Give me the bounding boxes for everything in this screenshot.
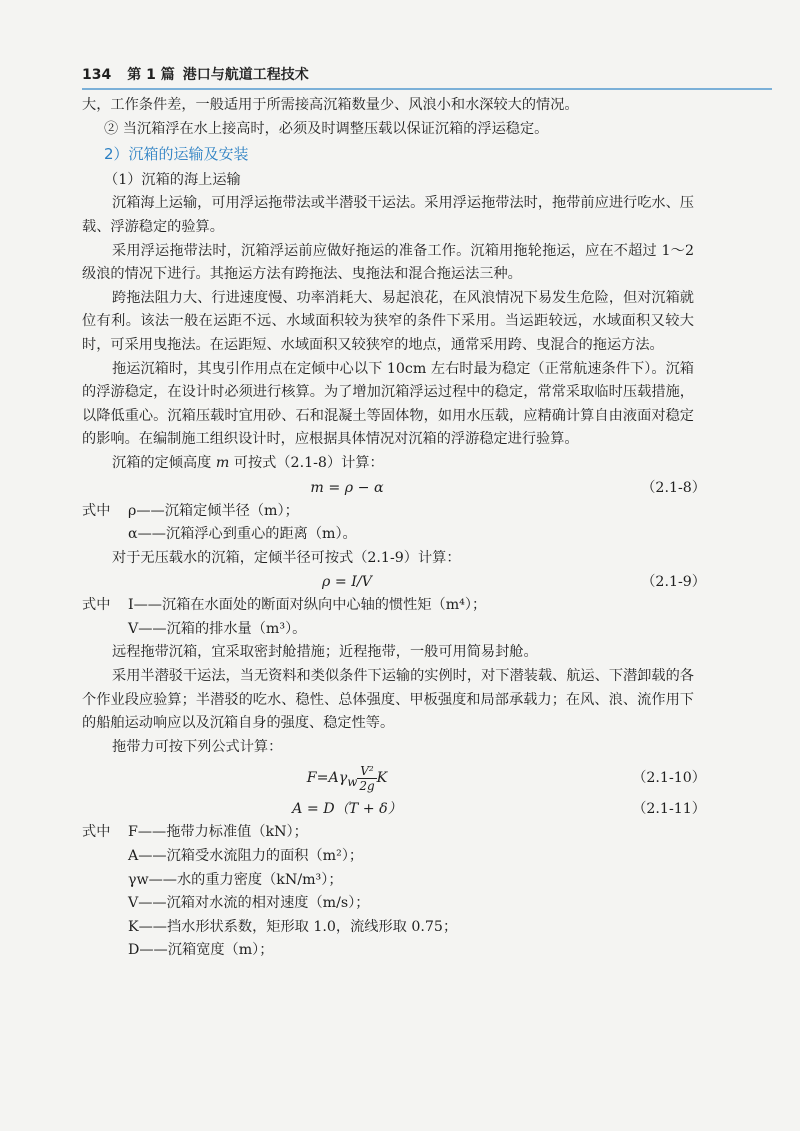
equation-number: （2.1-8） (641, 479, 706, 496)
definition-text: F——拖带力标准值（kN）； (128, 824, 308, 841)
equation-number: （2.1-9） (641, 574, 706, 591)
paragraph: 采用浮运拖带法时，沉箱浮运前应做好拖运的准备工作。沉箱用拖轮拖运，应在不超过 1～2 级浪的情况下进行。其拖运方法有跨拖法、曳拖法和混合拖运法三种。 (82, 242, 694, 283)
definition-row (82, 821, 694, 845)
definition-text: ρ——沉箱定倾半径（m）； (128, 502, 299, 519)
equation-body: A = D（T + δ） (292, 801, 402, 818)
definition-text: K——挡水形状系数，矩形取 1.0，流线形取 0.75； (128, 918, 458, 935)
body-text (82, 94, 706, 963)
paragraph: 对于无压载水的沉箱，定倾半径可按式（2.1-9）计算： (112, 549, 461, 566)
fraction-denominator: 2g (359, 778, 375, 793)
definition-text: V——沉箱的排水量（m³）。 (128, 620, 307, 637)
definition-row (82, 594, 694, 618)
definition-list (82, 500, 694, 547)
definition-row (82, 500, 694, 524)
fraction-numerator: V² (357, 764, 376, 779)
equation-2-1-11 (82, 797, 706, 821)
equation-body (82, 759, 612, 801)
variable: m (215, 454, 230, 471)
definition-label: 式中 (82, 502, 111, 519)
text-span: 可按式（2.1-8）计算： (229, 454, 384, 471)
header-rule (82, 88, 772, 90)
definition-row (82, 939, 694, 963)
definition-row (82, 869, 694, 893)
paragraph: ② 当沉箱浮在水上接高时，必须及时调整压载以保证沉箱的浮运稳定。 (104, 120, 549, 137)
definition-text: A——沉箱受水流阻力的面积（m²）； (128, 848, 364, 865)
equation-number: （2.1-10） (632, 770, 706, 787)
definition-text: D——沉箱宽度（m）； (128, 942, 274, 959)
definition-row (82, 845, 694, 869)
paragraph (82, 452, 694, 476)
paragraph: 跨拖法阻力大、行进速度慢、功率消耗大、易起浪花，在风浪情况下易发生危险，但对沉箱就位有利。该法一般在运距不远、水域面积较为狭窄的条件下采用。当运距较远，水域面积又较大时，可采用曳拖法。在运距短、水域面积又较狭窄的地点，通常采用跨、曳混合的拖运方法。 (82, 289, 694, 353)
section-heading: 2）沉箱的运输及安装 (104, 145, 249, 164)
text-span: 沉箱的定倾高度 (112, 454, 216, 471)
paragraph: 采用半潜驳干运法，当无资料和类似条件下运输的实例时，对下潜装载、航运、下潜卸载的各个作业段应验算；半潜驳的吃水、稳性、总体强度、甲板强度和局部承载力；在风、浪、流作用下的船舶运动响应以及沉箱自身的强度、稳定性等。 (82, 668, 694, 732)
paragraph: 拖运沉箱时，其曳引作用点在定倾中心以下 10cm 左右时最为稳定（正常航速条件下）。沉箱的浮游稳定，在设计时必须进行核算。为了增加沉箱浮运过程中的稳定，常常采取临时压载措施，以降低重心。沉箱压载时宜用砂、石和混凝土等固体物，如用水压载，应精确计算自由液面对稳定的影响。在编制施工组织设计时，应根据具体情况对沉箱的浮游稳定进行验算。 (82, 360, 694, 448)
definition-row (82, 892, 694, 916)
paragraph: 沉箱海上运输，可用浮运拖带法或半潜驳干运法。采用浮运拖带法时，拖带前应进行吃水、压载、浮游稳定的验算。 (82, 195, 694, 235)
part-label: 第 1 篇 (127, 67, 175, 83)
page-number: 134 (82, 67, 112, 83)
definition-text: α——沉箱浮心到重心的距离（m）。 (128, 526, 357, 543)
equation-number: （2.1-11） (632, 801, 706, 818)
equation-2-1-9 (82, 570, 706, 594)
equation-body: m = ρ − α (310, 479, 384, 496)
definition-row (82, 916, 694, 940)
subsection-heading: （1）沉箱的海上运输 (104, 171, 241, 188)
definition-row (82, 523, 694, 547)
definition-list (82, 821, 694, 963)
definition-text: I——沉箱在水面处的断面对纵向中心轴的惯性矩（m⁴）； (128, 597, 487, 614)
definition-label: 式中 (82, 597, 111, 614)
definition-row (82, 618, 694, 642)
page-header (82, 64, 772, 86)
equation-lhs: F=Aγ (306, 770, 348, 787)
definition-list (82, 594, 694, 641)
equation-body: ρ = I/V (322, 574, 372, 591)
equation-subscript: w (347, 775, 358, 790)
equation-2-1-10 (82, 759, 706, 797)
paragraph: 大，工作条件差，一般适用于所需接高沉箱数量少、风浪小和水深较大的情况。 (82, 97, 579, 113)
definition-text: V——沉箱对水流的相对速度（m/s）； (128, 895, 370, 912)
equation-tail: K (376, 770, 388, 787)
paragraph: 拖带力可按下列公式计算： (112, 738, 283, 755)
part-title: 港口与航道工程技术 (182, 67, 309, 83)
equation-fraction (357, 764, 376, 793)
definition-text: γw——水的重力密度（kN/m³）； (128, 871, 343, 888)
definition-label: 式中 (82, 824, 111, 841)
equation-2-1-8 (82, 476, 706, 500)
paragraph: 远程拖带沉箱，宜采取密封舱措施；近程拖带，一般可用简易封舱。 (112, 644, 538, 661)
